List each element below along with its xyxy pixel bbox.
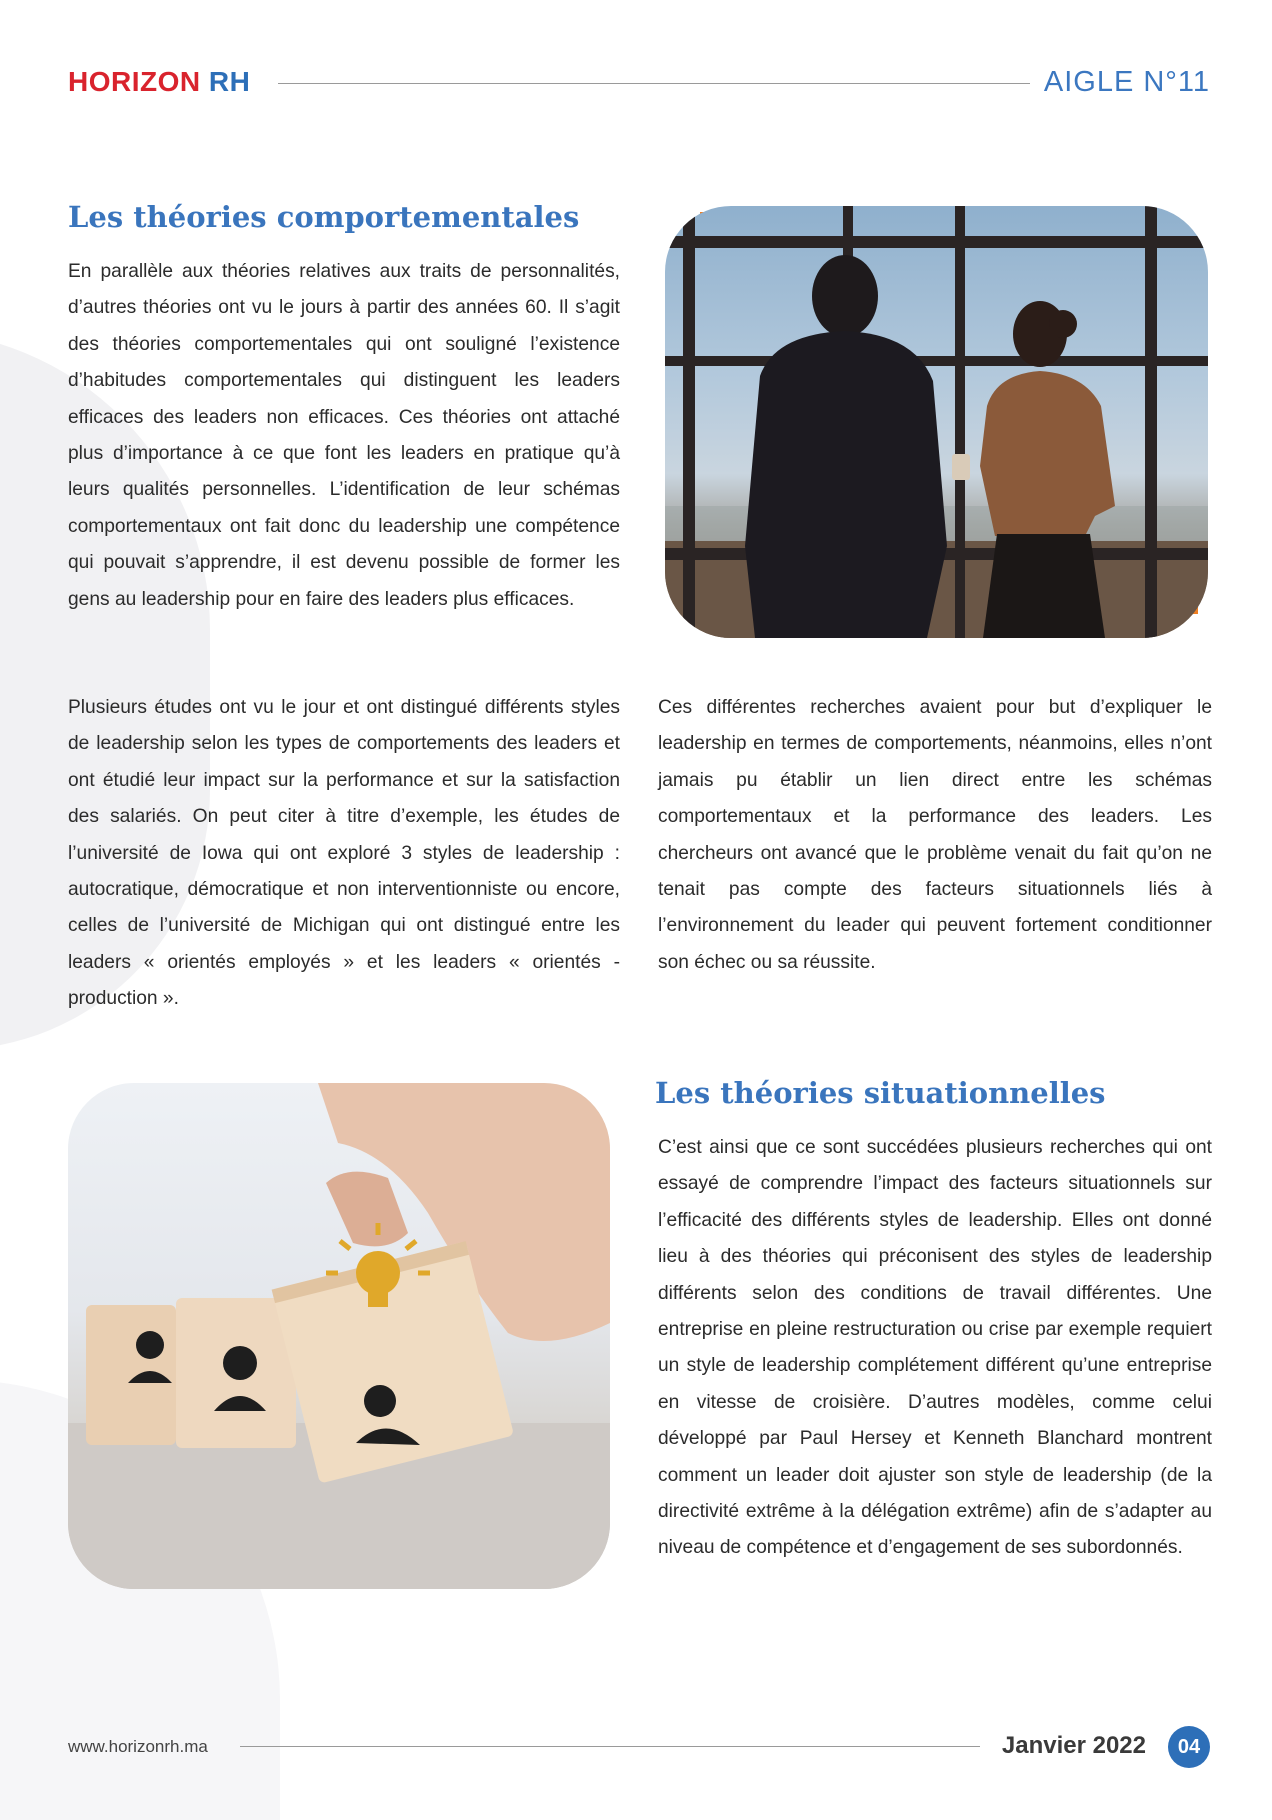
page-number: 04 bbox=[1168, 1726, 1210, 1768]
page-header bbox=[68, 64, 1210, 104]
behavioral-paragraph-2: Plusieurs études ont vu le jour et ont distingué différents styles de leadership selon les types de comportements des leaders et ont étudié leur impact sur la performance et sur la satisfaction des salariés. On peut citer à titre d’exemple, les études de l’université de Iowa qui ont exploré 3 styles de leadership : autocratique, démocratique et non interventionniste ou encore, celles de l’université de Michigan qui ont distingué entre les leaders « orientés employés » et les leaders « orientés -production ». bbox=[68, 697, 620, 1010]
behavioral-paragraph-1: En parallèle aux théories relatives aux traits de personnalités, d’autres théories ont vu le jours à partir des années 60. Il s’agit des théories comportementales qui ont souligné l’existence d’habitudes comportementales qui distinguent les leaders efficaces des leaders non efficaces. Ces théories ont attaché plus d’importance à ce que font les leaders en pratique qu’à leurs qualités personnelles. L’identification de leur schémas comportementaux ont fait donc du leadership une compétence qui pouvait s’apprendre, il est devenu possible de former les gens au leadership pour en faire des leaders plus efficaces. bbox=[68, 261, 620, 610]
office-photo bbox=[665, 206, 1208, 638]
brand-logo bbox=[68, 66, 250, 98]
issue-number: AIGLE N°11 bbox=[1043, 66, 1210, 98]
brand-name-part1: HORIZON bbox=[68, 66, 201, 97]
office-window-illustration bbox=[665, 206, 1208, 638]
header-divider bbox=[278, 83, 1030, 84]
situational-paragraph: C’est ainsi que ce sont succédées plusieurs recherches qui ont essayé de comprendre l’impact des facteurs situationnels sur l’efficacité des différents styles de leadership. Elles ont donné lieu à des théories qui préconisent des styles de leadership différents selon des conditions de travail différentes. Une entreprise en pleine restructuration ou crise par exemple requiert un style de leadership complétement différent qu’une entreprise en vitesse de croisière. D’autres modèles, comme celui développé par Paul Hersey et Kenneth Blanchard montrent comment un leader doit ajuster son style de leadership (de la directivité extrême à la délégation extrême) afin de s’adapter au niveau de compétence et d’engagement de ses subordonnés. bbox=[658, 1137, 1212, 1559]
behavioral-paragraph-3: Ces différentes recherches avaient pour but d’expliquer le leadership en termes de comportements, néanmoins, elles n’ont jamais pu établir un lien direct entre les schémas comportementaux et la performance des leaders. Les chercheurs ont avancé que le problème venait du fait qu’on ne tenait pas compte des facteurs situationnels liés à l’environnement du leader qui peuvent fortement conditionner son échec ou sa réussite. bbox=[658, 697, 1212, 973]
brand-name-part2: RH bbox=[208, 66, 251, 97]
website-link[interactable]: www.horizonrh.ma bbox=[68, 1737, 208, 1756]
section-title-behavioral: Les théories comportementales bbox=[68, 200, 580, 234]
page-footer bbox=[68, 1726, 1210, 1766]
cubes-photo bbox=[68, 1083, 610, 1589]
footer-divider bbox=[240, 1746, 980, 1747]
cubes-illustration bbox=[68, 1083, 610, 1589]
section-title-situational: Les théories situationnelles bbox=[655, 1076, 1106, 1110]
issue-date: Janvier 2022 bbox=[1001, 1732, 1146, 1759]
